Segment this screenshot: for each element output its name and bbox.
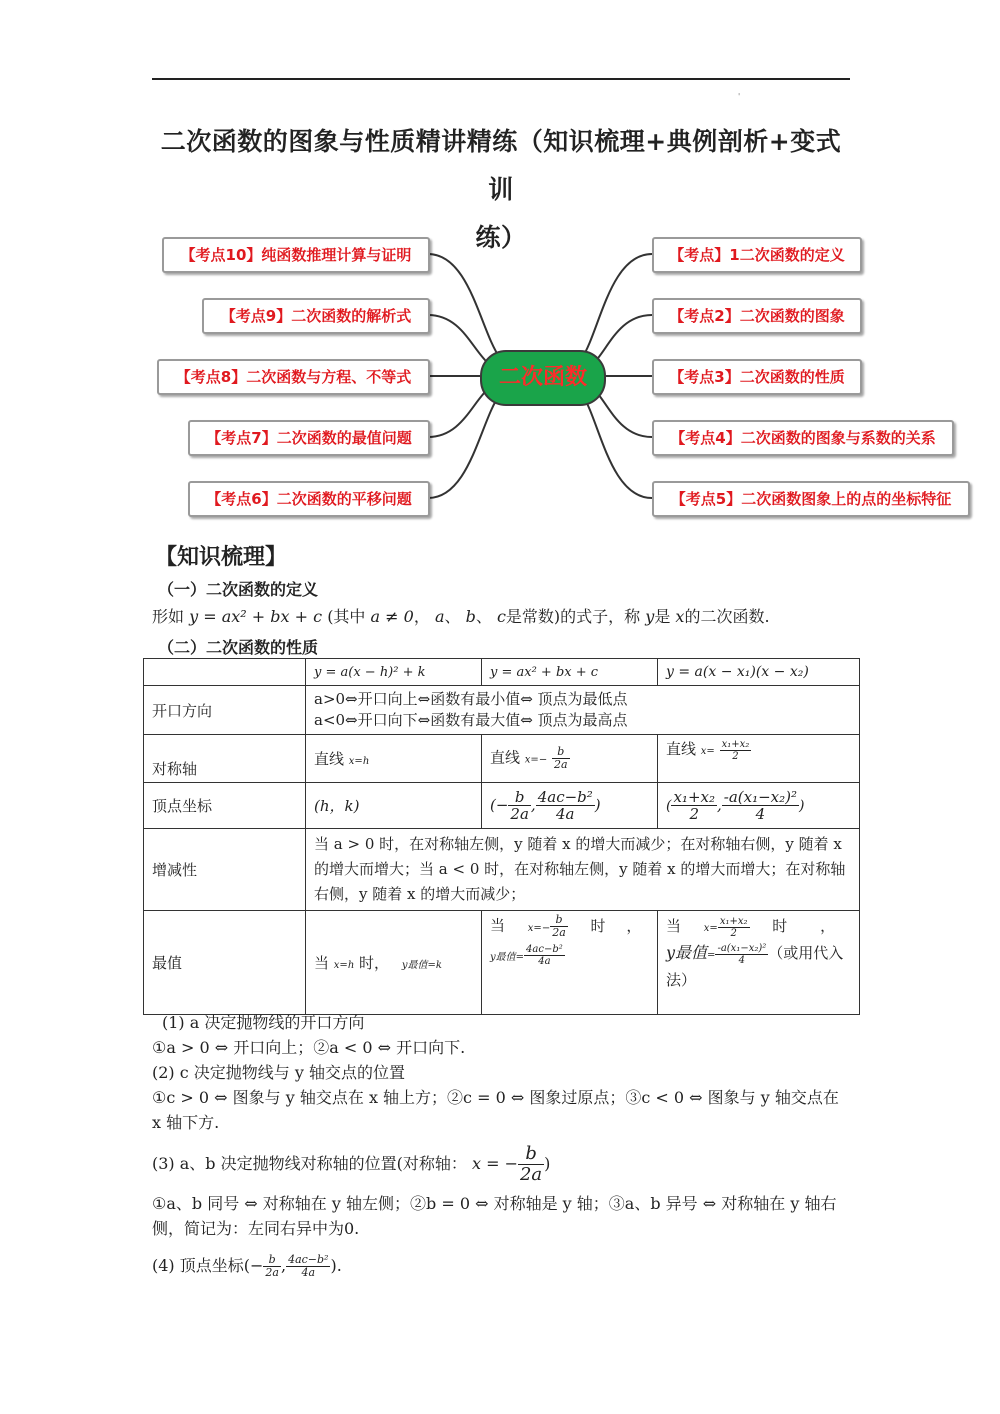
- row-label-monotonic: 增减性: [144, 829, 306, 911]
- title-line-1: 二次函数的图象与性质精讲精练（知识梳理+典例剖析+变式训: [160, 127, 842, 204]
- note-3: (3) a、b 决定抛物线对称轴的位置(对称轴： x = − $\frac{b}{2a}$ ): [152, 1143, 551, 1185]
- branch-right-1: [582, 254, 652, 358]
- table-header-cell: [144, 659, 306, 686]
- table-row: [144, 911, 860, 1015]
- table-row: [144, 735, 860, 783]
- extreme-cell-2: 当 x=− $\frac{b}{2a}$ 时 ， y最值= $\frac{\text{4ac−b²}}{4a}$: [482, 911, 658, 1015]
- mindmap-node-right-1: 【考点】1二次函数的定义: [652, 237, 862, 273]
- branch-left-2: [428, 315, 490, 365]
- branch-left-4: [428, 387, 490, 437]
- branch-left-1: [428, 254, 500, 358]
- note-2: (2) c 决定抛物线与 y 轴交点的位置: [152, 1063, 406, 1082]
- axis-cell-2: 直线 x=− $\frac{b}{2a}$: [482, 735, 658, 783]
- row-label-axis: 对称轴: [144, 735, 306, 783]
- vertex-cell-1: (h，k): [306, 783, 482, 829]
- table-row: [144, 686, 860, 735]
- properties-table: [143, 658, 860, 1015]
- mindmap-node-right-3: 【考点3】二次函数的性质: [652, 359, 862, 395]
- mindmap-center: 二次函数: [480, 350, 606, 406]
- branch-right-5: [582, 394, 652, 498]
- note-3-detail: ①a、b 同号 ⇔ 对称轴在 y 轴左侧；②b = 0 ⇔ 对称轴是 y 轴；③a、b 异号 ⇔ 对称轴在 y 轴右侧，简记为：左同右异中为0.: [152, 1194, 837, 1238]
- section-heading-knowledge: 【知识梳理】: [155, 544, 288, 570]
- axis-cell-1: 直线 x=h: [306, 735, 482, 783]
- mindmap-node-left-3: 【考点8】二次函数与方程、不等式: [157, 359, 430, 395]
- monotonic-cell: 当 a > 0 时，在对称轴左侧，y 随着 x 的增大而减少；在对称轴右侧，y 随着 x 的增大而增大；当 a < 0 时，在对称轴左侧，y 随着 x 的增大而增大；在对称轴右侧，y 随着 x 的增大而减少；: [306, 829, 860, 911]
- mindmap-node-right-2: 【考点2】二次函数的图象: [652, 298, 862, 334]
- title-line-2: 练）: [475, 223, 527, 252]
- row-label-vertex: 顶点坐标: [144, 783, 306, 829]
- extreme-cell-1: 当 x=h 时， y最值=k: [306, 911, 482, 1015]
- vertex-cell-3: ( $\frac{\text{x₁+x₂}}{2}$ , $\frac{\text{-a(x₁−x₂)²}}{4}$ ): [658, 783, 860, 829]
- mindmap-node-left-4: 【考点7】二次函数的最值问题: [188, 420, 430, 456]
- mindmap-branches: [0, 0, 1000, 560]
- open-direction-cell: a>0⇔开口向上⇔函数有最小值⇔ 顶点为最低点 a<0⇔开口向下⇔函数有最大值⇔ 顶点为最高点: [306, 686, 860, 735]
- table-header-cell: y = a(x − h)² + k: [306, 659, 482, 686]
- row-label-extreme: 最值: [144, 911, 306, 1015]
- section-title-properties: （二）二次函数的性质: [158, 638, 319, 657]
- corner-mark: ': [738, 92, 741, 101]
- note-4: (4) 顶点坐标(− $\frac{b}{2a}$ , $\frac{\text{4ac−b²}}{4a}$ ).: [152, 1252, 342, 1279]
- branch-left-5: [428, 394, 500, 498]
- notes-block: [152, 1010, 852, 1279]
- mindmap-node-left-2: 【考点9】二次函数的解析式: [202, 298, 430, 334]
- extreme-cell-3: 当 x= $\frac{\text{x₁+x₂}}{2}$ 时 ， y最值= $\frac{\text{-a(x₁−x₂)²}}{4}$ （或用代入法）: [658, 911, 860, 1015]
- axis-cell-3: 直线 x= $\frac{\text{x₁+x₂}}{2}$: [658, 735, 860, 783]
- mindmap-node-left-5: 【考点6】二次函数的平移问题: [188, 481, 430, 517]
- table-row: [144, 783, 860, 829]
- vertex-cell-2: (− $\frac{b}{2a}$ , $\frac{\text{4ac−b²}}{4a}$ ): [482, 783, 658, 829]
- definition-paragraph: 形如 y = ax² + bx + c (其中 a ≠ 0， a、 b、 c是常数)的式子，称 y是 x的二次函数.: [152, 607, 770, 626]
- mindmap-node-right-5: 【考点5】二次函数图象上的点的坐标特征: [652, 481, 970, 517]
- branch-right-2: [592, 315, 652, 365]
- mindmap-node-left-1: 【考点10】纯函数推理计算与证明: [162, 237, 430, 273]
- table-header-cell: y = a(x − x₁)(x − x₂): [658, 659, 860, 686]
- table-header-cell: y = ax² + bx + c: [482, 659, 658, 686]
- table-row: [144, 829, 860, 911]
- table-header-row: [144, 659, 860, 686]
- note-1-detail: ①a > 0 ⇔ 开口向上；②a < 0 ⇔ 开口向下.: [152, 1038, 466, 1057]
- row-label-open: 开口方向: [144, 686, 306, 735]
- note-1: (1) a 决定抛物线的开口方向: [162, 1013, 365, 1032]
- note-2-detail: ①c > 0 ⇔ 图象与 y 轴交点在 x 轴上方；②c = 0 ⇔ 图象过原点；③c < 0 ⇔ 图象与 y 轴交点在 x 轴下方.: [152, 1088, 839, 1132]
- section-title-definition: （一）二次函数的定义: [158, 580, 319, 599]
- mindmap-node-right-4: 【考点4】二次函数的图象与系数的关系: [652, 420, 954, 456]
